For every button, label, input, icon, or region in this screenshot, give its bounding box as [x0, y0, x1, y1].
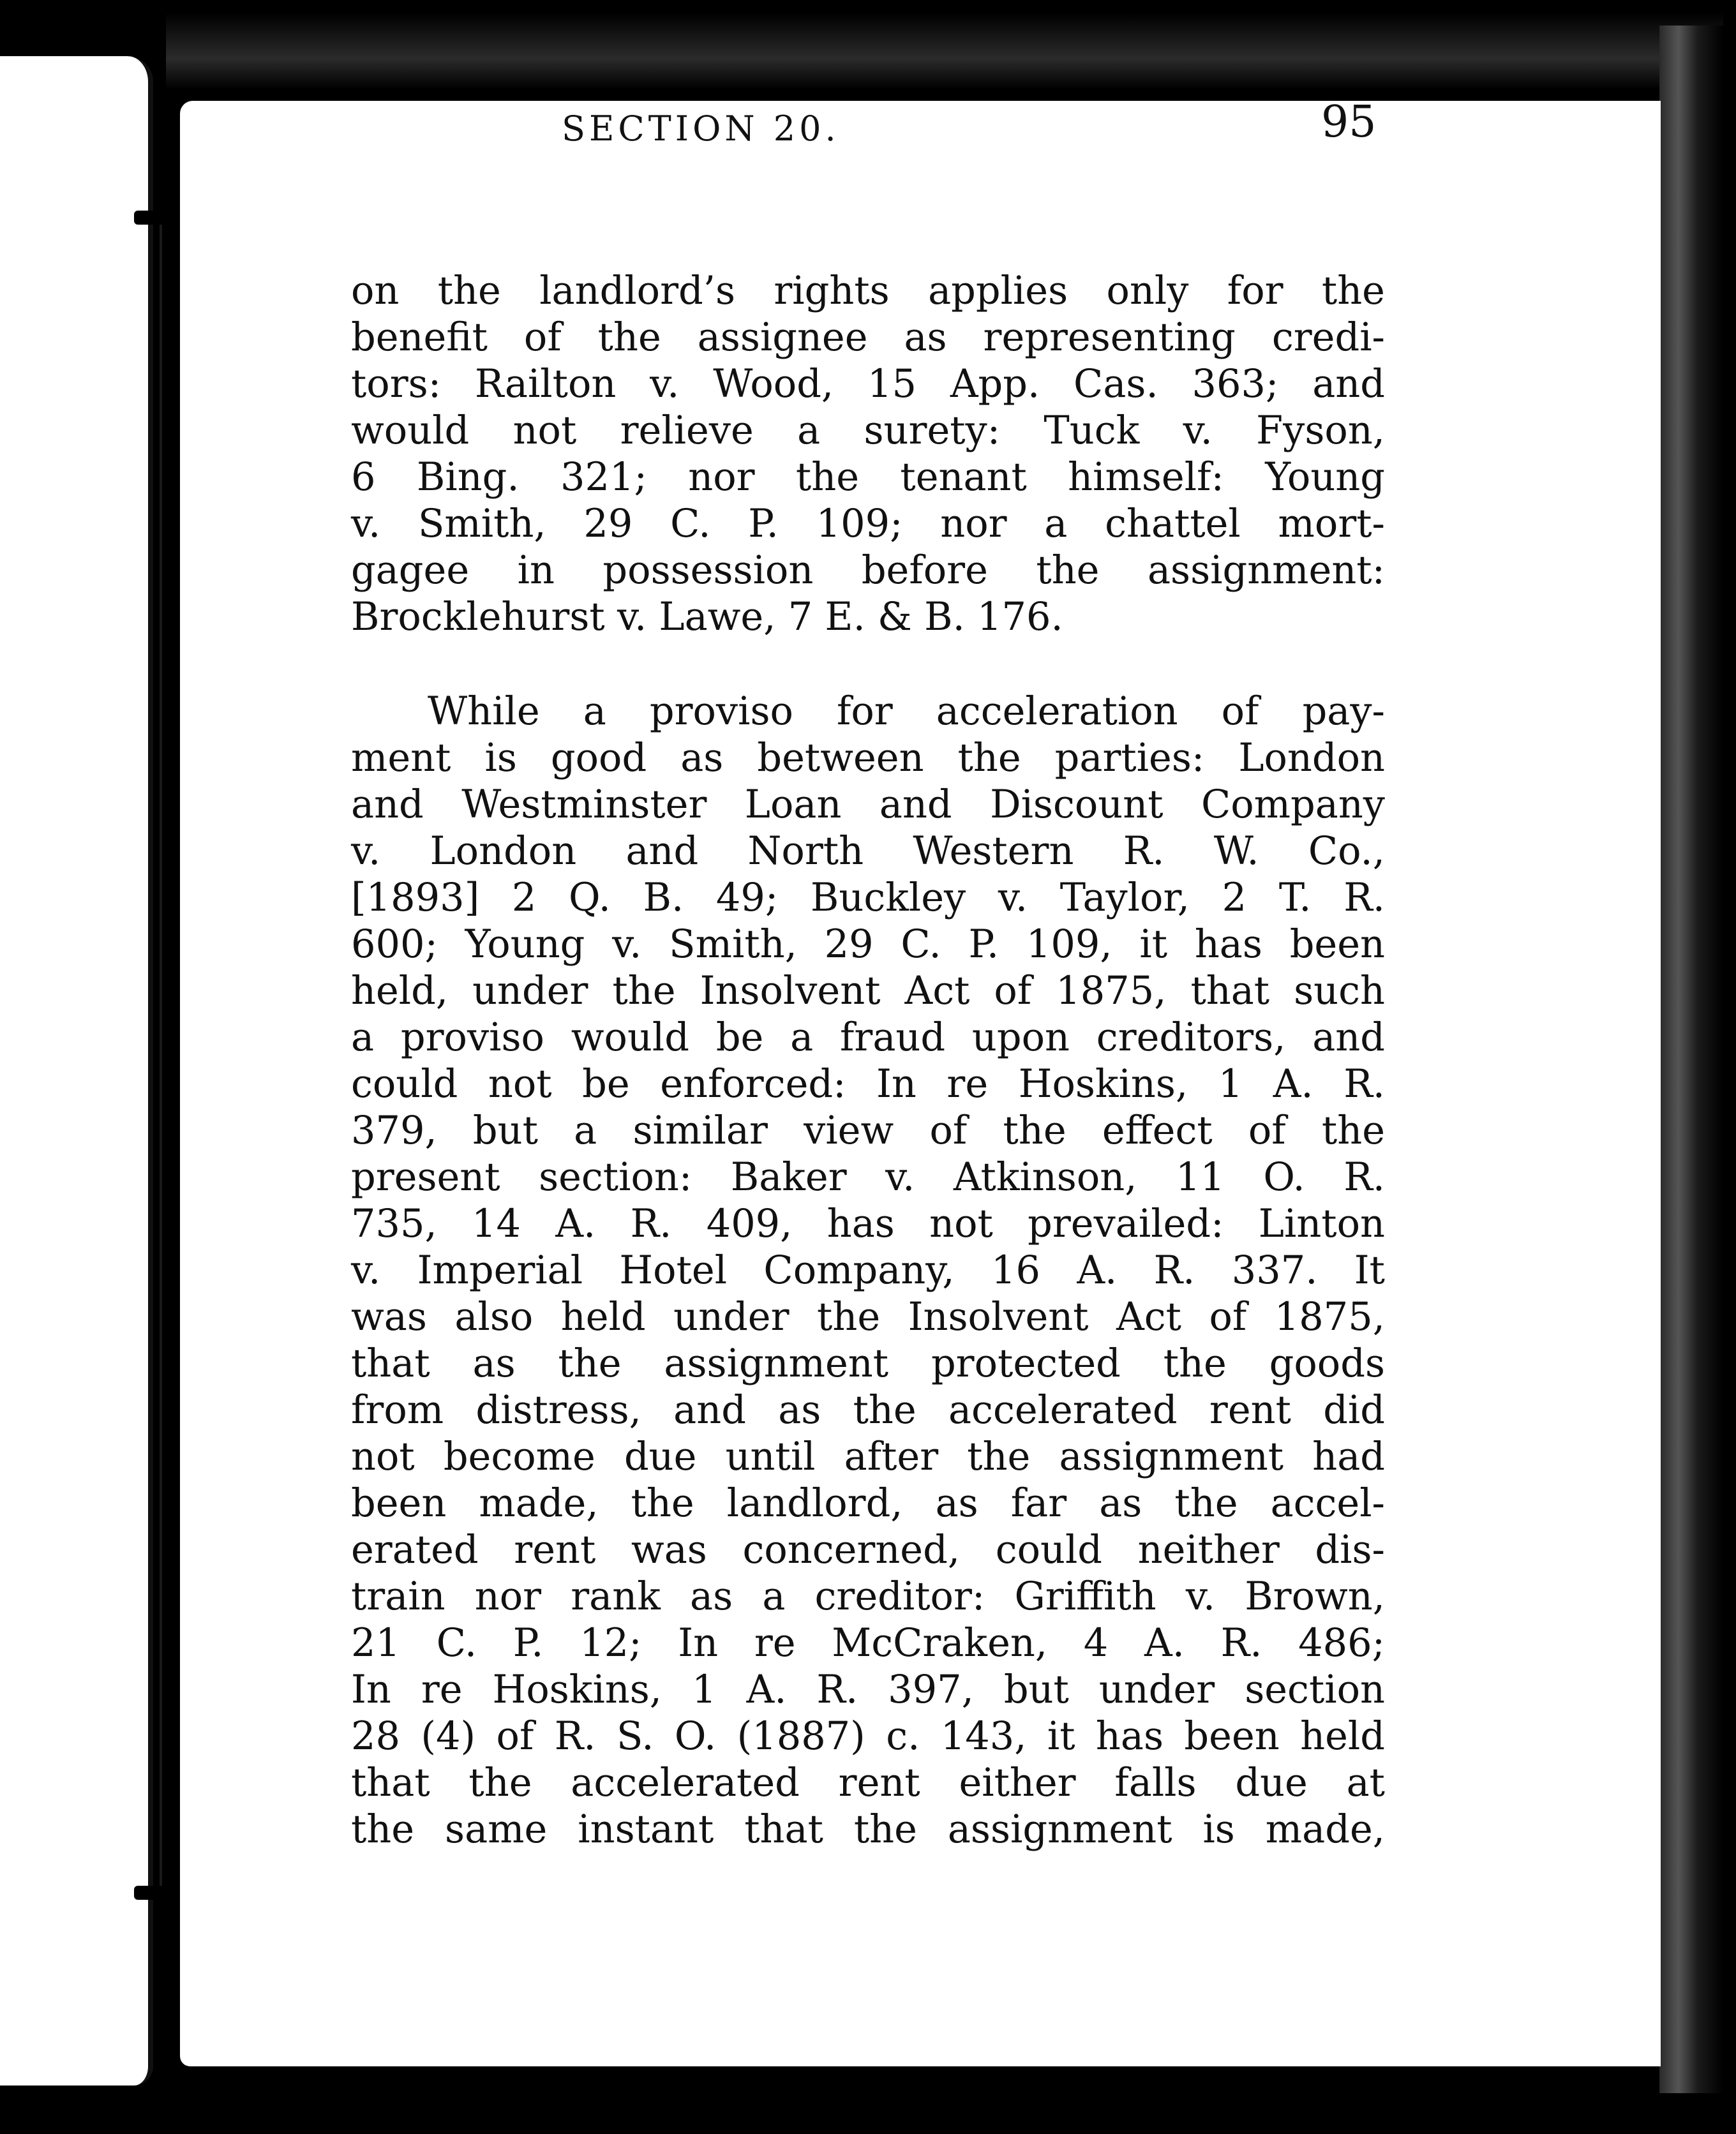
text-line: 600; Young v. Smith, 29 C. P. 109, it has been [351, 922, 1385, 967]
text-line: benefit of the assignee as representing credi- [351, 315, 1385, 360]
paragraph-gap [351, 641, 1385, 689]
binding-thread [160, 217, 162, 1895]
book-top-edge [166, 13, 1723, 89]
text-line: ment is good as between the parties: London [351, 736, 1385, 780]
text-line: train nor rank as a creditor: Griffith v. Brown, [351, 1574, 1385, 1619]
paragraph-1 [351, 268, 1385, 641]
text-line: been made, the landlord, as far as the accel- [351, 1481, 1385, 1526]
paragraph-2 [351, 689, 1385, 1853]
text-line: present section: Baker v. Atkinson, 11 O. R. [351, 1155, 1385, 1200]
text-line: In re Hoskins, 1 A. R. 397, but under section [351, 1668, 1385, 1712]
text-line: Brocklehurst v. Lawe, 7 E. & B. 176. [351, 595, 1063, 639]
text-line: gagee in possession before the assignment: [351, 548, 1385, 593]
text-line: that the accelerated rent either falls due at [351, 1761, 1385, 1805]
page-body [351, 268, 1385, 1853]
text-line: v. London and North Western R. W. Co., [351, 829, 1385, 874]
text-line: on the landlord’s rights applies only for the [351, 269, 1385, 313]
text-line: from distress, and as the accelerated rent did [351, 1388, 1385, 1433]
text-line: 379, but a similar view of the effect of the [351, 1108, 1385, 1153]
text-line: could not be enforced: In re Hoskins, 1 A. R. [351, 1062, 1385, 1107]
facing-page-edge [0, 56, 153, 2086]
text-line: While a proviso for acceleration of pay- [428, 689, 1385, 734]
text-line: would not relieve a surety: Tuck v. Fyson, [351, 408, 1385, 453]
text-line: and Westminster Loan and Discount Company [351, 782, 1385, 827]
text-line: 6 Bing. 321; nor the tenant himself: Young [351, 455, 1385, 500]
text-line: erated rent was concerned, could neither dis- [351, 1528, 1385, 1572]
text-line: a proviso would be a fraud upon creditors, and [351, 1015, 1385, 1060]
text-line: v. Smith, 29 C. P. 109; nor a chattel mort- [351, 502, 1385, 546]
text-line: tors: Railton v. Wood, 15 App. Cas. 363; and [351, 362, 1385, 407]
text-line: that as the assignment protected the goods [351, 1341, 1385, 1386]
text-line: v. Imperial Hotel Company, 16 A. R. 337. It [351, 1248, 1385, 1293]
text-line: the same instant that the assignment is made, [351, 1807, 1385, 1852]
text-line: held, under the Insolvent Act of 1875, that such [351, 969, 1385, 1013]
text-line: 735, 14 A. R. 409, has not prevailed: Linton [351, 1202, 1385, 1246]
text-line: 28 (4) of R. S. O. (1887) c. 143, it has been held [351, 1714, 1385, 1759]
text-line: not become due until after the assignment had [351, 1435, 1385, 1479]
book-fore-edge [1659, 26, 1723, 2093]
text-line: was also held under the Insolvent Act of 1875, [351, 1295, 1385, 1339]
running-head: SECTION 20. [562, 108, 840, 149]
text-line: [1893] 2 Q. B. 49; Buckley v. Taylor, 2 T. R. [351, 876, 1385, 920]
page-number: 95 [1321, 97, 1377, 147]
text-line: 21 C. P. 12; In re McCraken, 4 A. R. 486; [351, 1621, 1385, 1666]
